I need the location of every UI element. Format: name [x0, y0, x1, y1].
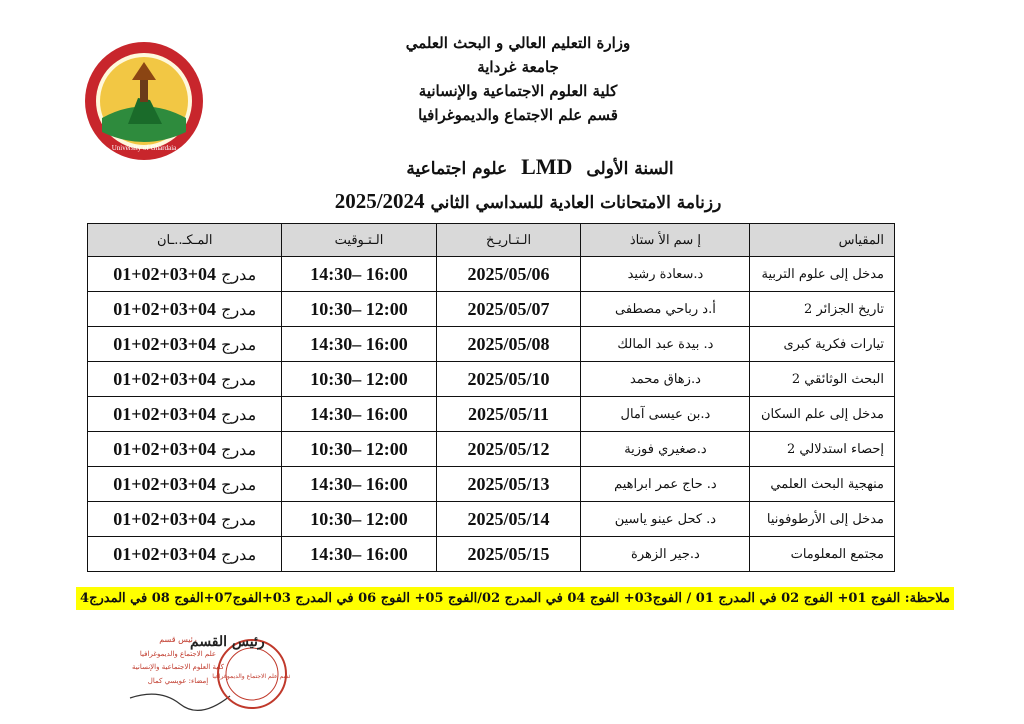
professor-cell: د.زهاق محمد [581, 362, 750, 397]
date-value: 2025/05/13 [467, 473, 550, 494]
academic-year: 2025/2024 [334, 189, 425, 213]
department-name: قسم علم الاجتماع والديموغرافيا [418, 106, 618, 124]
exam-schedule-table [87, 223, 895, 572]
table-row [88, 467, 895, 502]
place-label: مدرج [221, 404, 257, 424]
faculty-name: كلية العلوم الاجتماعية والإنسانية [418, 82, 618, 100]
header-time: الـتـوقيت [282, 224, 436, 257]
subject-cell: مدخل إلى علم السكان [750, 397, 895, 432]
time-cell [282, 292, 436, 327]
time-value: 14:30– 16:00 [310, 543, 408, 564]
header-subject: المقياس [750, 224, 895, 257]
time-cell [282, 257, 436, 292]
date-cell [436, 397, 581, 432]
date-value: 2025/05/12 [467, 438, 550, 459]
date-value: 2025/05/08 [467, 333, 550, 354]
stamp-line-3: كلية العلوم الاجتماعية والإنسانية [132, 663, 224, 671]
date-cell [436, 292, 581, 327]
subject-cell: تاريخ الجزائر 2 [750, 292, 895, 327]
table-header-row [88, 224, 895, 257]
time-cell [282, 397, 436, 432]
signature-title: رئيس القسم [190, 634, 265, 650]
header-place: المـكـ..ـان [88, 224, 282, 257]
place-cell [88, 292, 282, 327]
date-cell [436, 467, 581, 502]
place-number: 01+02+03+04 [113, 368, 217, 389]
table-row [88, 502, 895, 537]
place-number: 01+02+03+04 [113, 263, 217, 284]
university-name: جامعة غرداية [477, 58, 559, 76]
date-value: 2025/05/15 [467, 543, 550, 564]
level-title [340, 154, 740, 180]
time-value: 14:30– 16:00 [310, 473, 408, 494]
stamp-line-4: إمضاء: عويسي كمال [147, 677, 209, 685]
place-label: مدرج [221, 509, 257, 529]
place-cell [88, 537, 282, 572]
header [300, 31, 736, 127]
professor-cell: د. حاج عمر ابراهيم [581, 467, 750, 502]
time-cell [282, 502, 436, 537]
date-cell [436, 432, 581, 467]
place-label: مدرج [221, 439, 257, 459]
date-value: 2025/05/11 [468, 403, 550, 424]
time-value: 14:30– 16:00 [310, 263, 408, 284]
table-row [88, 292, 895, 327]
subject-cell: البحث الوثائقي 2 [750, 362, 895, 397]
date-cell [436, 257, 581, 292]
professor-cell: د.سعادة رشيد [581, 257, 750, 292]
place-number: 01+02+03+04 [113, 333, 217, 354]
round-stamp-text: قسم علم الاجتماع والديموغرافيا [212, 673, 290, 680]
table-row [88, 397, 895, 432]
place-cell [88, 502, 282, 537]
stamp-line-1: رئيس قسم [159, 635, 197, 644]
subject-cell: إحصاء استدلالي 2 [750, 432, 895, 467]
subject-cell: تيارات فكرية كبرى [750, 327, 895, 362]
logo-text: University of Ghardaia [111, 144, 177, 152]
subject-cell: مدخل إلى علوم التربية [750, 257, 895, 292]
professor-cell: د.جير الزهرة [581, 537, 750, 572]
time-cell [282, 537, 436, 572]
table-row [88, 432, 895, 467]
place-cell [88, 397, 282, 432]
date-value: 2025/05/07 [467, 298, 550, 319]
table-row [88, 537, 895, 572]
place-number: 01+02+03+04 [113, 543, 217, 564]
place-label: مدرج [221, 334, 257, 354]
header-professor: إ سم الأ ستاذ [581, 224, 750, 257]
time-cell [282, 467, 436, 502]
professor-cell: د. كحل عينو ياسين [581, 502, 750, 537]
stamp-line-2: علم الاجتماع والديموغرافيا [139, 650, 217, 658]
table-row [88, 327, 895, 362]
subject-cell: مدخل إلى الأرطوفونيا [750, 502, 895, 537]
table-row [88, 257, 895, 292]
place-label: مدرج [221, 264, 257, 284]
schedule-title [290, 189, 760, 214]
groups-note: ملاحظة: الفوج 01+ الفوج 02 في المدرج 01 / الفوج03+ الفوج 04 في المدرج 02/الفوج 05+ الفوج 06 في المدرج 03+الفوج07+الفوج 08 في المدرج4 [76, 587, 954, 610]
time-value: 10:30– 12:00 [310, 508, 408, 529]
place-number: 01+02+03+04 [113, 473, 217, 494]
place-cell [88, 467, 282, 502]
time-value: 14:30– 16:00 [310, 333, 408, 354]
date-cell [436, 537, 581, 572]
place-label: مدرج [221, 474, 257, 494]
professor-cell: د.بن عيسى آمال [581, 397, 750, 432]
level-prefix: السنة الأولى [586, 159, 674, 179]
place-cell [88, 327, 282, 362]
date-value: 2025/05/06 [467, 263, 550, 284]
date-value: 2025/05/10 [467, 368, 550, 389]
place-number: 01+02+03+04 [113, 438, 217, 459]
place-cell [88, 362, 282, 397]
university-logo [80, 40, 208, 162]
time-value: 10:30– 12:00 [310, 368, 408, 389]
place-label: مدرج [221, 299, 257, 319]
date-cell [436, 327, 581, 362]
time-cell [282, 432, 436, 467]
ministry-name: وزارة التعليم العالي و البحث العلمي [405, 34, 631, 52]
time-value: 14:30– 16:00 [310, 403, 408, 424]
table-row [88, 362, 895, 397]
professor-cell: أ.د رباحي مصطفى [581, 292, 750, 327]
time-cell [282, 327, 436, 362]
time-cell [282, 362, 436, 397]
level-system: LMD [521, 154, 573, 179]
schedule-label: رزنامة الامتحانات العادية للسداسي الثاني [430, 193, 722, 213]
place-number: 01+02+03+04 [113, 298, 217, 319]
place-cell [88, 257, 282, 292]
place-cell [88, 432, 282, 467]
place-label: مدرج [221, 369, 257, 389]
date-cell [436, 362, 581, 397]
subject-cell: منهجية البحث العلمي [750, 467, 895, 502]
date-value: 2025/05/14 [467, 508, 550, 529]
place-label: مدرج [221, 544, 257, 564]
professor-cell: د. بيدة عبد المالك [581, 327, 750, 362]
level-field: علوم اجتماعية [406, 159, 508, 179]
date-cell [436, 502, 581, 537]
time-value: 10:30– 12:00 [310, 298, 408, 319]
place-number: 01+02+03+04 [113, 508, 217, 529]
time-value: 10:30– 12:00 [310, 438, 408, 459]
place-number: 01+02+03+04 [113, 403, 217, 424]
professor-cell: د.صغيري فوزية [581, 432, 750, 467]
header-date: الـتـاريـخ [436, 224, 581, 257]
subject-cell: مجتمع المعلومات [750, 537, 895, 572]
